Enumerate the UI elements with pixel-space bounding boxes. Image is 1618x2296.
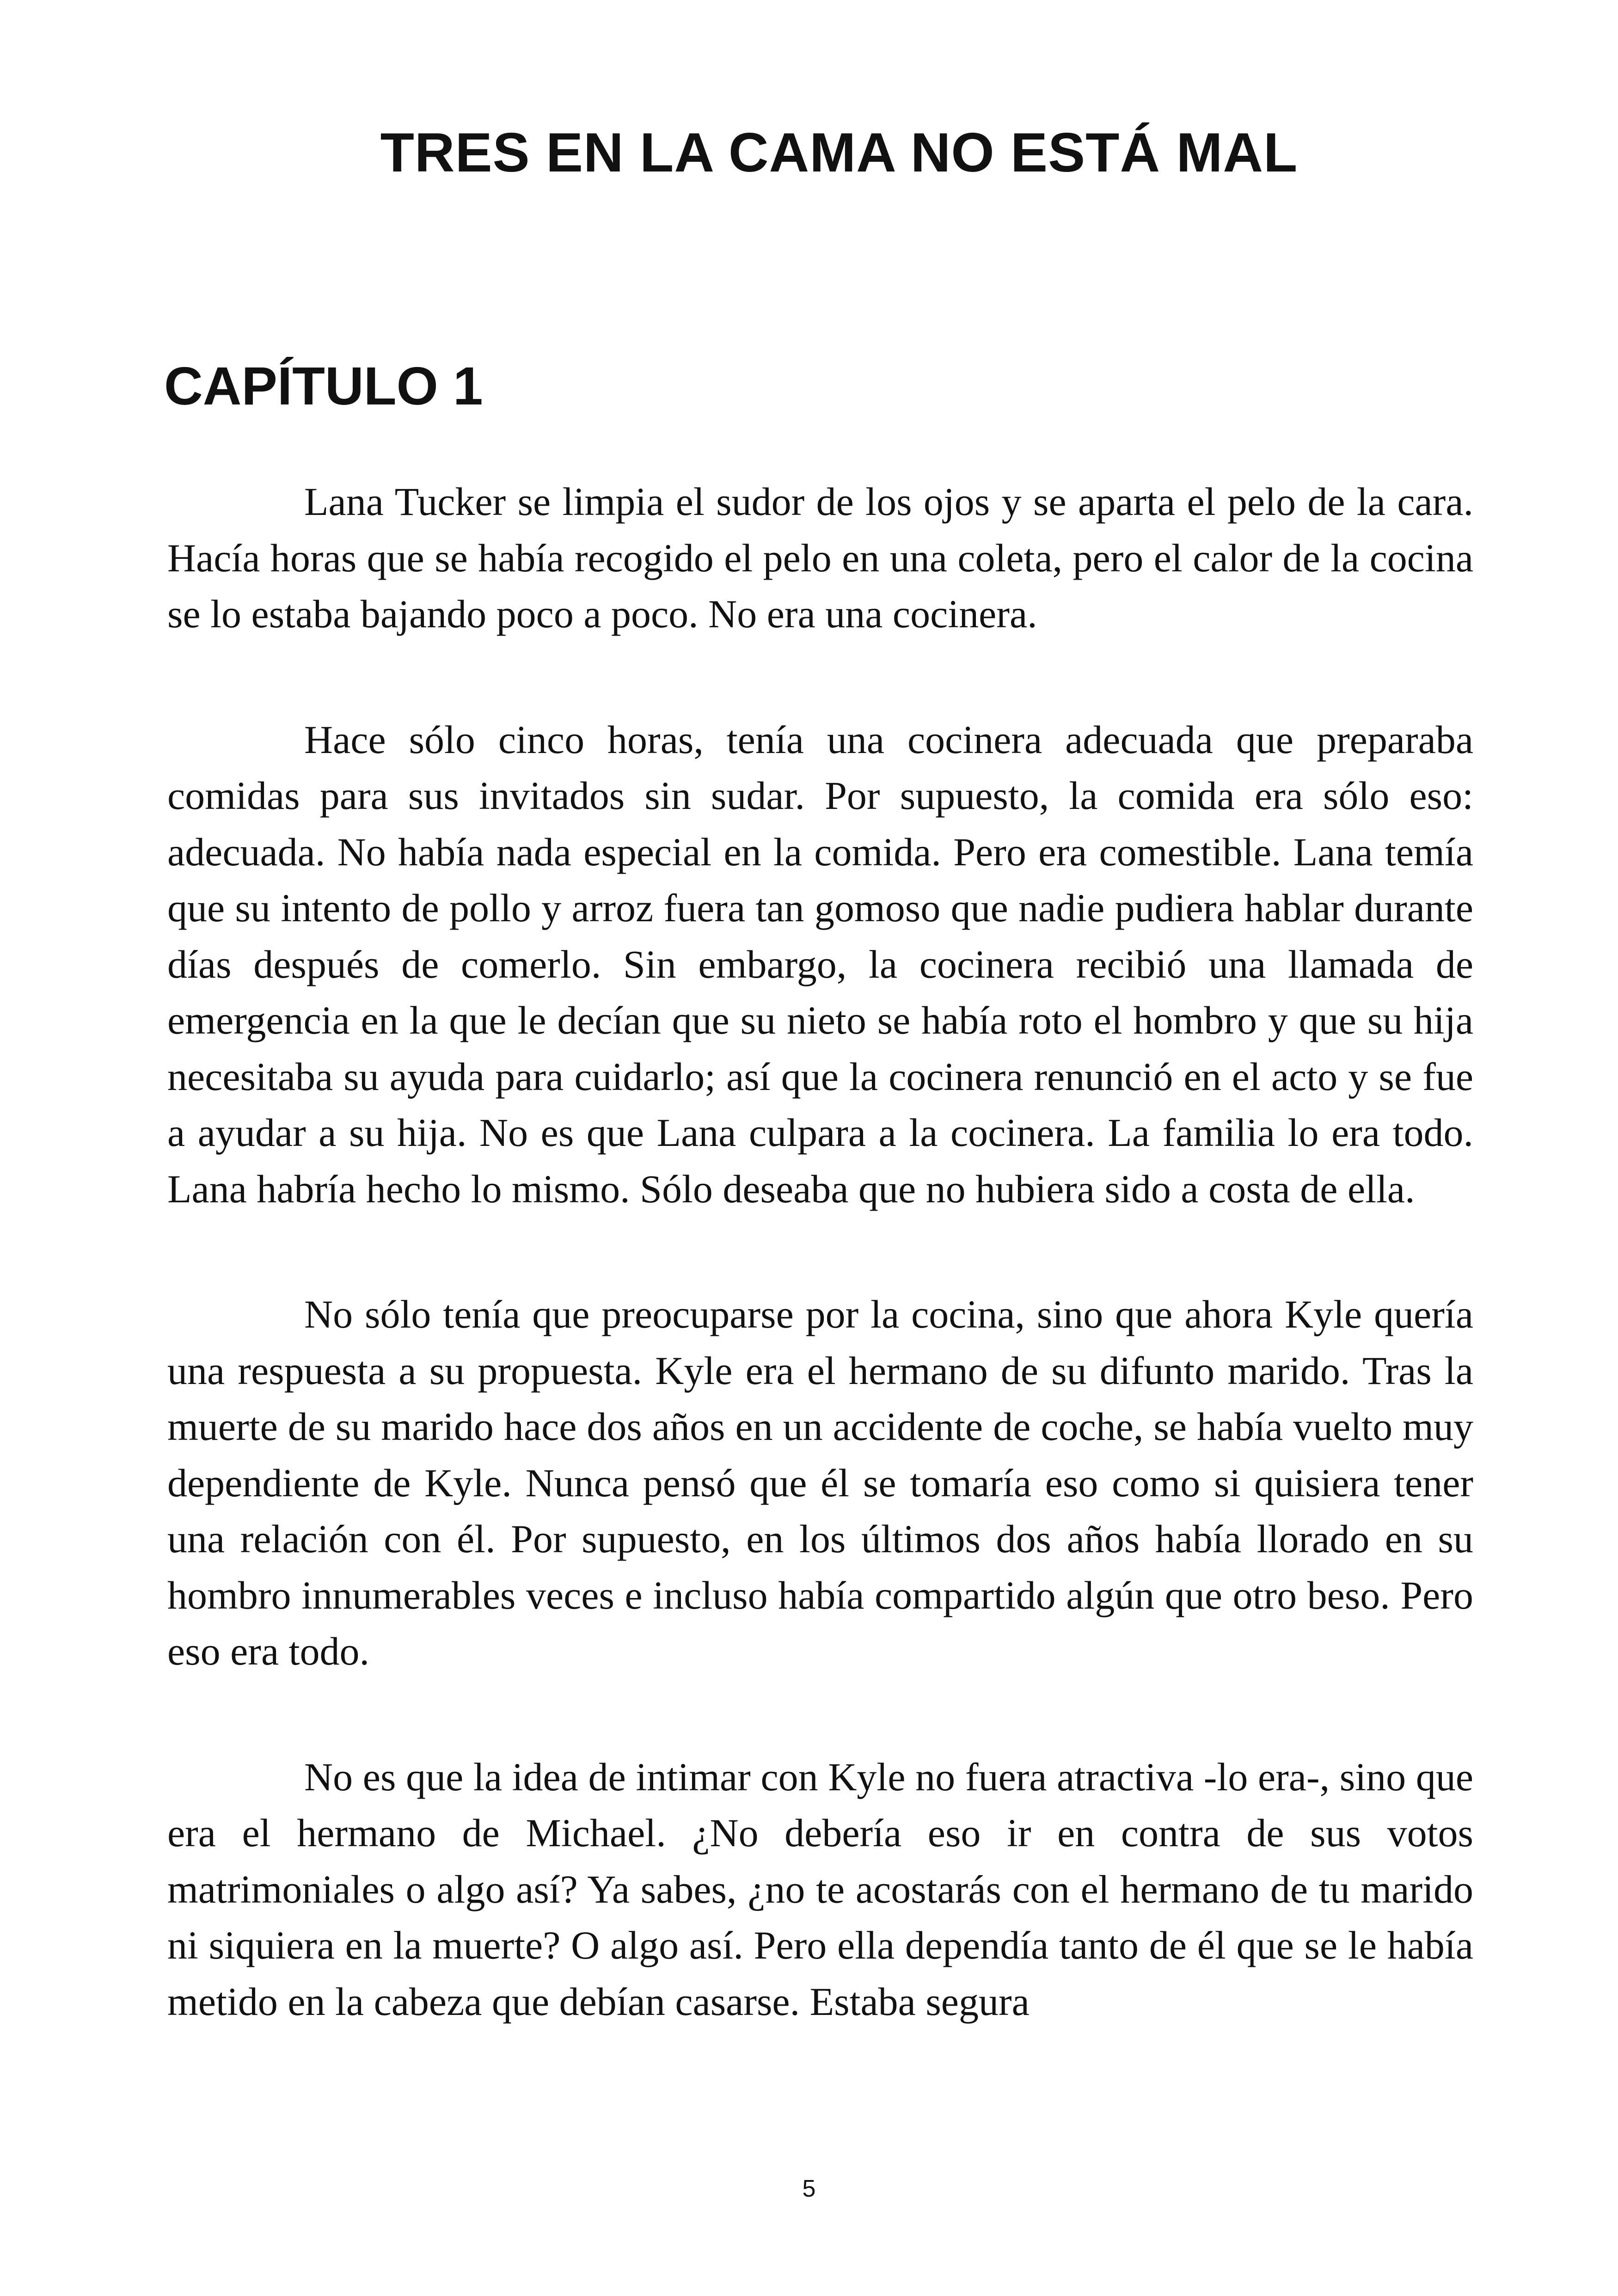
chapter-body [167, 474, 1473, 2099]
page-number: 5 [802, 2175, 816, 2202]
paragraph: No es que la idea de intimar con Kyle no fuera atractiva -lo era-, sino que era el hermano de Michael. ¿No debería eso ir en contra de sus votos matrimoniales o algo así? Ya sabes, ¿no te acostarás con el hermano de tu marido ni siquiera en la muerte? O algo así. Pero ella dependía tanto de él que se le había metido en la cabeza que debían casarse. Estaba segura [167, 1754, 1473, 2024]
paragraph: Lana Tucker se limpia el sudor de los ojos y se aparta el pelo de la cara. Hacía horas que se había recogido el pelo en una coleta, pero el calor de la cocina se lo estaba bajando poco a poco. No era una cocinera. [167, 479, 1473, 636]
paragraph: Hace sólo cinco horas, tenía una cocinera adecuada que preparaba comidas para sus invitados sin sudar. Por supuesto, la comida era sólo eso: adecuada. No había nada especial en la comida. Pero era comestible. Lana temía que su intento de pollo y arroz fuera tan gomoso que nadie pudiera hablar durante días después de comerlo. Sin embargo, la cocinera recibió una llamada de emergencia en la que le decían que su nieto se había roto el hombro y que su hija necesitaba su ayuda para cuidarlo; así que la cocinera renunció en el acto y se fue a ayudar a su hija. No es que Lana culpara a la cocinera. La familia lo era todo. Lana habría hecho lo mismo. Sólo deseaba que no hubiera sido a costa de ella. [167, 717, 1473, 1211]
chapter-heading: CAPÍTULO 1 [164, 356, 483, 416]
paragraph: No sólo tenía que preocuparse por la cocina, sino que ahora Kyle quería una respuesta a su propuesta. Kyle era el hermano de su difunto marido. Tras la muerte de su marido hace dos años en un accidente de coche, se había vuelto muy dependiente de Kyle. Nunca pensó que él se tomaría eso como si quisiera tener una relación con él. Por supuesto, en los últimos dos años había llorado en su hombro innumerables veces e incluso había compartido algún que otro beso. Pero eso era todo. [167, 1292, 1473, 1673]
book-title: TRES EN LA CAMA NO ESTÁ MAL [380, 122, 1298, 184]
